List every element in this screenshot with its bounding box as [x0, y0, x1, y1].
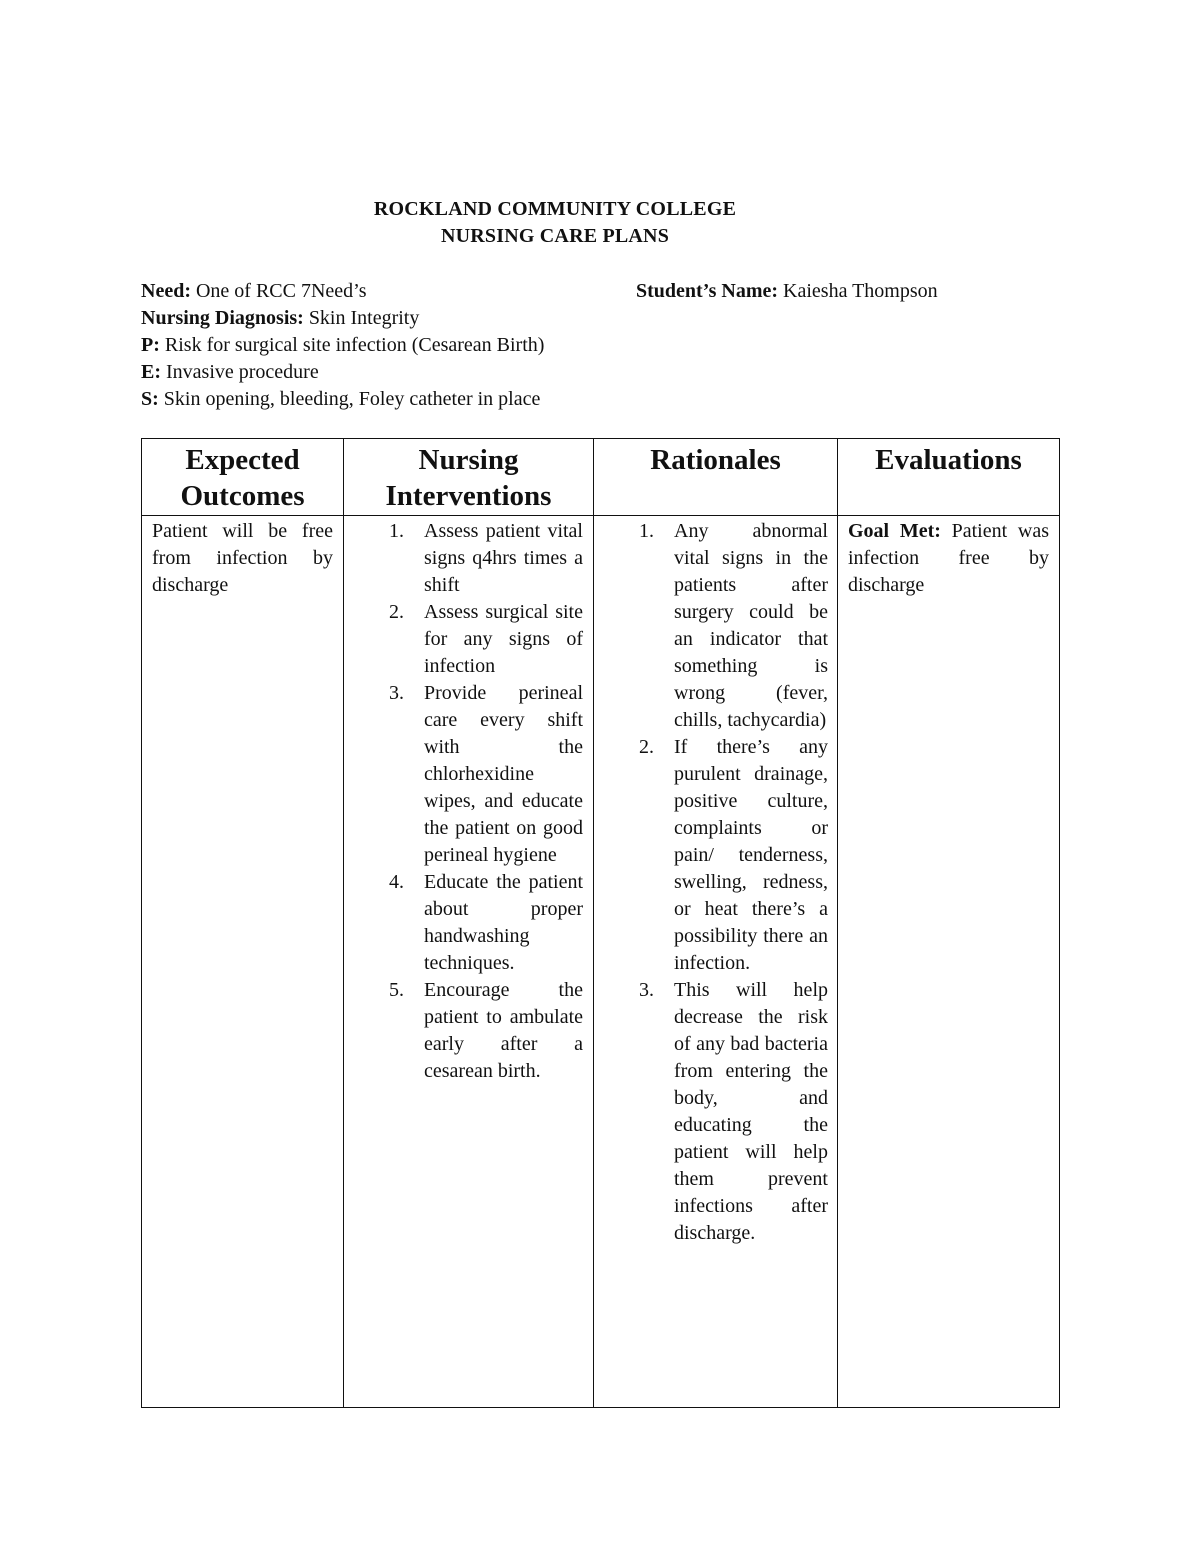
student-name-label: Student’s Name:: [636, 280, 779, 302]
need-field: [141, 278, 367, 305]
outcomes-cell: [142, 516, 344, 1408]
need-label: Need:: [141, 280, 191, 302]
list-item-text: Educate the patient about proper handwashing techniques.: [424, 871, 583, 974]
nursing-diagnosis-value: Skin Integrity: [308, 307, 420, 329]
list-number: 1.: [639, 520, 654, 542]
list-item: [389, 518, 583, 599]
header-evaluations: Evaluations: [838, 439, 1060, 516]
etiology-label: E:: [141, 361, 161, 383]
list-item-text: Encourage the patient to ambulate early after a cesarean birth.: [424, 979, 583, 1082]
list-item: [389, 869, 583, 977]
list-item-text: If there’s any purulent drainage, positive culture, complaints or pain/ tenderness, swelling, redness, or heat there’s a possibility there an infection.: [674, 736, 828, 974]
symptoms-value: Skin opening, bleeding, Foley catheter in place: [163, 388, 541, 410]
list-item-text: This will help decrease the risk of any bad bacteria from entering the body, and educating the patient will help them prevent infections after discharge.: [674, 979, 828, 1244]
college-name: ROCKLAND COMMUNITY COLLEGE: [373, 198, 737, 220]
symptoms-field: [141, 386, 540, 413]
evaluations-cell: [838, 516, 1060, 1408]
etiology-value: Invasive procedure: [166, 361, 319, 383]
list-item-text: Any abnormal vital signs in the patients after surgery could be an indicator that something is wrong (fever, chills, tachycardia): [674, 520, 828, 731]
list-number: 3.: [639, 979, 654, 1001]
list-item: [389, 680, 583, 869]
list-item: [639, 977, 828, 1247]
table-header-row: [142, 439, 1060, 516]
rationales-cell: [594, 516, 838, 1408]
nursing-diagnosis-label: Nursing Diagnosis:: [141, 307, 304, 329]
problem-field: [141, 332, 544, 359]
list-item-text: Assess patient vital signs q4hrs times a shift: [424, 520, 583, 596]
document-title: NURSING CARE PLANS: [440, 225, 670, 247]
header-rationales: Rationales: [594, 439, 838, 516]
evaluation-text: Patient was infection free by discharge: [848, 520, 1049, 596]
list-item: [639, 518, 828, 734]
problem-label: P:: [141, 334, 160, 356]
student-name-field: [636, 278, 938, 305]
need-value: One of RCC 7Need’s: [195, 280, 367, 302]
interventions-list: [344, 516, 593, 1085]
rationales-list: [594, 516, 837, 1247]
list-item-text: Assess surgical site for any signs of infection: [424, 601, 583, 677]
etiology-field: [141, 359, 319, 386]
nursing-diagnosis-field: [141, 305, 419, 332]
interventions-cell: [344, 516, 594, 1408]
list-number: 2.: [389, 601, 404, 623]
header-expected-outcomes: Expected Outcomes: [142, 439, 344, 516]
list-number: 1.: [389, 520, 404, 542]
list-number: 2.: [639, 736, 654, 758]
list-item: [639, 734, 828, 977]
symptoms-label: S:: [141, 388, 159, 410]
goal-met-label: Goal Met:: [848, 520, 941, 542]
list-item-text: Provide perineal care every shift with the chlorhexidine wipes, and educate the patient on good perineal hygiene: [424, 682, 583, 866]
care-plan-table: [141, 438, 1060, 1408]
list-number: 3.: [389, 682, 404, 704]
list-item: [389, 599, 583, 680]
list-item: [389, 977, 583, 1085]
expected-outcome-text: Patient will be free from infection by discharge: [152, 520, 333, 596]
table-row: [142, 516, 1060, 1408]
list-number: 4.: [389, 871, 404, 893]
student-name-value: Kaiesha Thompson: [783, 280, 938, 302]
header-nursing-interventions: Nursing Interventions: [344, 439, 594, 516]
problem-value: Risk for surgical site infection (Cesarean Birth): [164, 334, 545, 356]
list-number: 5.: [389, 979, 404, 1001]
evaluation-text-block: [838, 516, 1059, 599]
